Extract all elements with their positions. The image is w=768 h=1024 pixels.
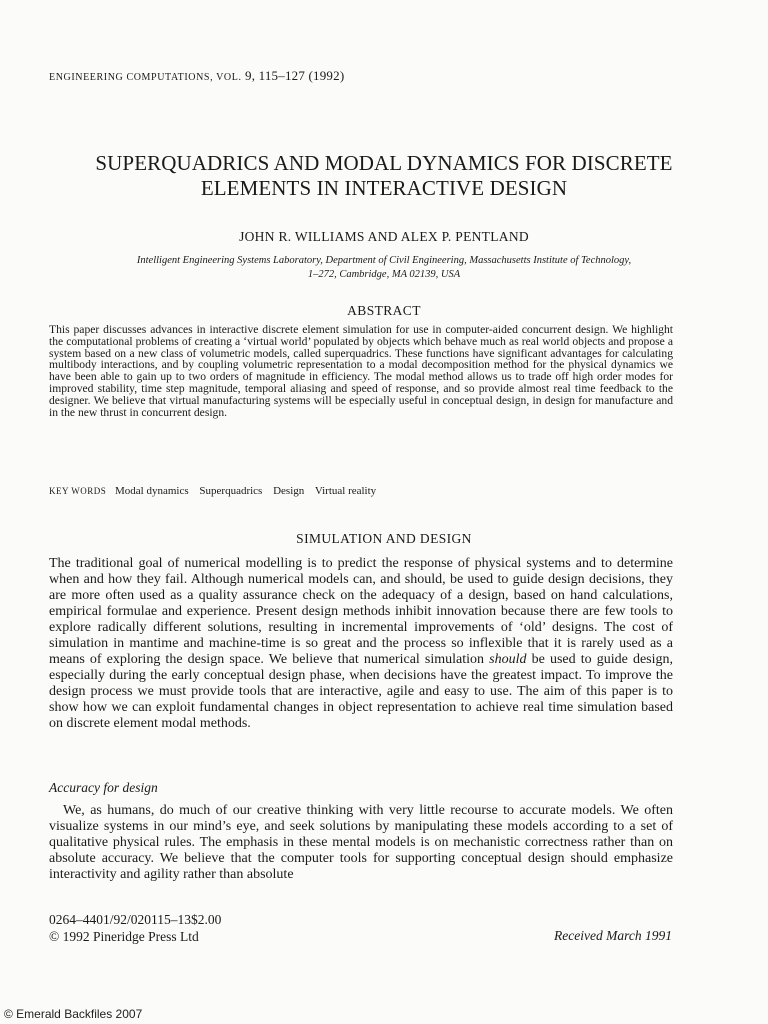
- journal-name: ENGINEERING COMPUTATIONS, VOL.: [49, 72, 242, 83]
- paper-title-line-1: SUPERQUADRICS AND MODAL DYNAMICS FOR DISCRETE: [95, 151, 673, 175]
- authors: JOHN R. WILLIAMS AND ALEX P. PENTLAND: [239, 229, 529, 244]
- emphasis-text: should: [489, 652, 527, 667]
- keywords: [49, 485, 384, 497]
- paper-title-line-2: ELEMENTS IN INTERACTIVE DESIGN: [200, 176, 568, 200]
- affiliation: [40, 254, 728, 282]
- abstract-text: This paper discusses advances in interactive discrete element simulation for use in computer-aided concurrent design. We highlight the computational problems of creating a ‘virtual world’ populated by objects which behave much as real world objects and propose a system based on a new class of volumetric models, called superquadrics. These functions have significant advantages for calculating multibody interactions, and by coupling volumetric representation to a modal decomposition method for the physical dynamics we have been able to gain up to two orders of magnitude in efficiency. The modal method allows us to trade off high order modes for improved stability, time step magnitude, temporal aliasing and speed of response, and so provide almost real time feedback to the designer. We believe that virtual manufacturing systems will be especially useful in conceptual design, in design for manufacture and in the new thrust in concurrent design.: [49, 323, 673, 419]
- paper-title: [40, 151, 728, 201]
- subsection-paragraph: We, as humans, do much of our creative thinking with very little recourse to accurate models. We often visualize systems in our mind’s eye, and seek solutions by manipulating these models according to a set of qualitative physical rules. The emphasis in these mental models is on mechanistic correctness rather than on absolute accuracy. We believe that the computer tools for supporting conceptual design should emphasize interactivity and agility rather than absolute: [49, 803, 673, 882]
- issn-code: 0264–4401/92/020115–13$2.00: [49, 912, 222, 927]
- section-heading: SIMULATION AND DESIGN: [296, 531, 472, 546]
- journal-citation: [49, 68, 344, 84]
- abstract-heading: ABSTRACT: [347, 303, 421, 318]
- paragraph-text: The traditional goal of numerical modelling is to predict the response of physical systems and to determine when and how they fail. Although numerical models can, and should, be used to guide design decisions, they are more often used as a quality assurance check on the adequacy of a design, based on hand calculations, empirical formulae and experience. Present design methods inhibit innovation because there are few tools to explore radically different solutions, resulting in incremental improvements of ‘old’ designs. The cost of simulation in mantime and machine-time is so great and the process so inflexible that it is rarely used as a means of exploring the design space. We believe that numerical simulation: [49, 556, 673, 667]
- keyword: Modal dynamics: [115, 485, 189, 497]
- subsection-heading: Accuracy for design: [49, 780, 158, 795]
- affiliation-line-2: 1–272, Cambridge, MA 02139, USA: [307, 269, 461, 280]
- copyright-notice: © 1992 Pineridge Press Ltd: [49, 929, 199, 944]
- journal-volume-pages: 9, 115–127 (1992): [245, 68, 345, 83]
- keyword: Design: [273, 485, 305, 497]
- archive-footer: © Emerald Backfiles 2007: [4, 1007, 143, 1021]
- paragraph-text: be used to guide design, especially during the early conceptual design phase, when decisions have the greatest impact. To improve the design process we must provide tools that are interactive, agile and easy to use. The aim of this paper is to show how we can exploit fundamental changes in object representation to achieve real time simulation based on discrete element modal methods.: [49, 652, 673, 731]
- keyword: Superquadrics: [199, 485, 263, 497]
- keyword: Virtual reality: [314, 485, 377, 497]
- received-date: Received March 1991: [554, 928, 672, 943]
- affiliation-line-1: Intelligent Engineering Systems Laboratory, Department of Civil Engineering, Massachusetts Institute of Technology,: [136, 255, 632, 266]
- keywords-label: KEY WORDS: [49, 486, 107, 496]
- section-paragraph: [49, 556, 673, 732]
